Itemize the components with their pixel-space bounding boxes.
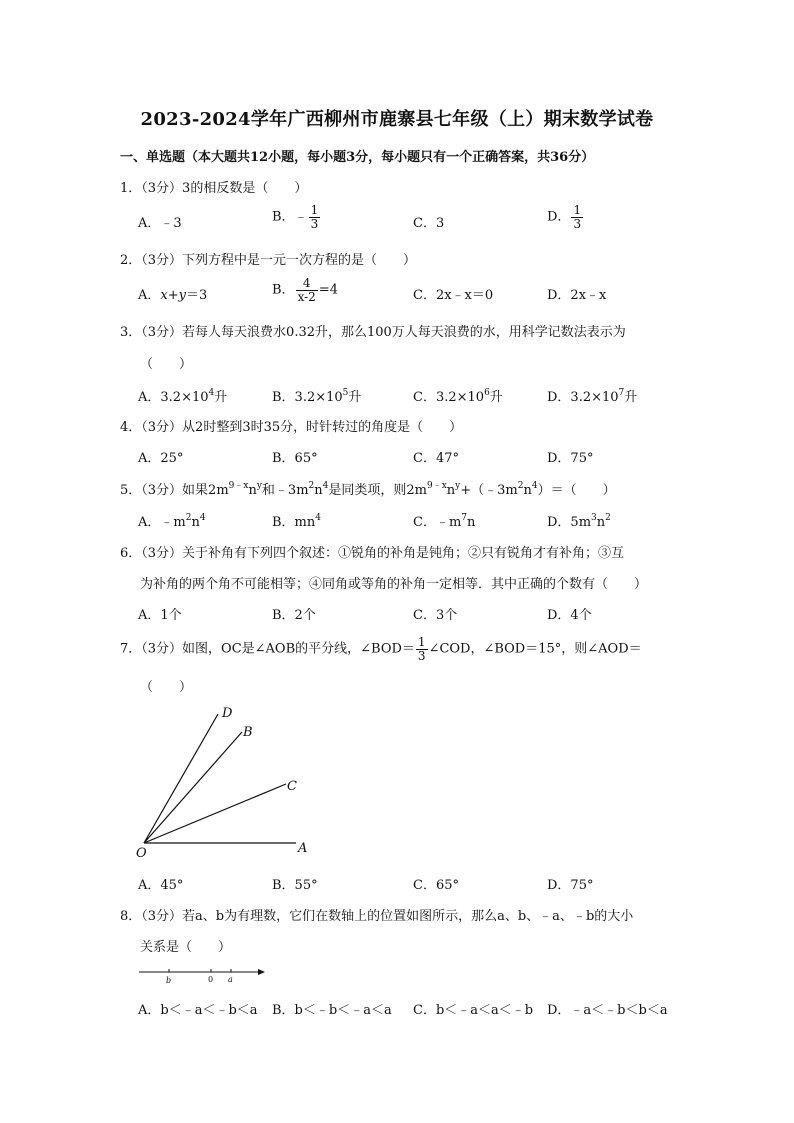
q4-option-b: B．65° (272, 451, 318, 466)
q3-option-b: B．$3.2\times 10^5$升 (272, 388, 362, 405)
question-3-stem-continued: （ ） (140, 357, 193, 372)
q3-option-d: D．$3.2\times 10^7$升 (547, 388, 638, 405)
q2-option-d: D．2x﹣x (547, 288, 607, 303)
q6-option-c: C．3个 (413, 608, 458, 623)
ray-oc (144, 784, 286, 843)
q1-option-a: A．﹣3 (138, 216, 182, 231)
ray-ob (144, 732, 242, 843)
q4-option-a: A．25° (138, 451, 184, 466)
label-o: O (136, 846, 147, 861)
fraction: $\frac{1}{3}$ (417, 635, 426, 663)
q2-option-c: C．2x﹣x＝0 (413, 288, 494, 303)
q4-option-d: D．75° (547, 451, 594, 466)
q1-option-b: B．﹣ $\frac{1}{3}$ (272, 203, 319, 231)
q7-option-c: C．65° (413, 878, 459, 893)
q1-option-c: C．3 (413, 216, 445, 231)
label-zero: 0 (208, 975, 214, 984)
q7-option-d: D．75° (547, 878, 594, 893)
q2-option-b: B． $\frac{4}{x-2}$ =4 (272, 276, 338, 304)
q3-option-a: A．$3.2\times 10^4$升 (138, 388, 228, 405)
question-3-stem: 3．（3分）若每人每天浪费水0.32升，那么100万人每天浪费的水，用科学记数法表示为 (120, 325, 626, 340)
number-line (135, 962, 270, 988)
question-8-stem: 8．（3分）若a、b为有理数，它们在数轴上的位置如图所示，那么a、b、﹣a、﹣b的大小 (120, 909, 634, 924)
question-2-stem: 2．（3分）下列方程中是一元一次方程的是（ ） (120, 253, 417, 268)
label-b: B (243, 725, 253, 740)
q5-option-b: B．$mn^4$ (272, 513, 321, 530)
question-4-stem: 4．（3分）从2时整到3时35分，时针转过的角度是（ ） (120, 420, 463, 435)
q7-option-b: B．55° (272, 878, 318, 893)
q1-option-d: D． $\frac{1}{3}$ (547, 203, 582, 231)
label-a: A (298, 841, 308, 856)
q5-option-c: C．$﹣m^7n$ (413, 513, 476, 530)
label-b: b (166, 976, 172, 985)
question-8-stem-continued: 关系是（ ） (140, 940, 232, 955)
q8-option-d: D．﹣a＜﹣b＜b＜a (547, 1003, 668, 1018)
question-5-stem: 5．（3分）如果$2m^{9﹣x}n^y$和$﹣3m^2n^4$是同类项，则$2m^{9﹣x}n^y+(﹣3m^2n^4)=$（ ） (120, 481, 616, 498)
q6-option-b: B．2个 (272, 608, 316, 623)
question-6-stem-continued: 为补角的两个角不可能相等；④同角或等角的补角一定相等．其中正确的个数有（ ） (140, 577, 648, 592)
q6-option-a: A．1个 (138, 608, 182, 623)
ray-od (144, 714, 218, 843)
question-1-stem: 1．（3分）3的相反数是（ ） (120, 181, 308, 196)
q3-option-c: C．$3.2\times 10^6$升 (413, 388, 503, 405)
fraction: $\frac{1}{3}$ (573, 203, 582, 231)
question-7-stem: 7．（3分）如图，OC是∠AOB的平分线，∠BOD＝ $\frac{1}{3}$ ∠COD，∠BOD＝15°，则∠AOD＝ (120, 635, 642, 663)
q8-option-c: C．b＜﹣a＜a＜﹣b (413, 1003, 534, 1018)
fraction: $\frac{4}{x-2}$ (297, 276, 316, 304)
question-7-stem-continued: （ ） (140, 680, 193, 695)
arrow-right-icon (258, 969, 265, 975)
label-c: C (287, 779, 297, 794)
fraction: $\frac{1}{3}$ (310, 203, 319, 231)
q6-option-d: D．4个 (547, 608, 592, 623)
q8-option-b: B．b＜﹣b＜﹣a＜a (272, 1003, 392, 1018)
q4-option-c: C．47° (413, 451, 459, 466)
q7-option-a: A．45° (138, 878, 184, 893)
q5-option-d: D．$5m^3n^2$ (547, 513, 611, 530)
q5-option-a: A．$﹣m^2n^4$ (138, 513, 206, 530)
q8-option-a: A．b＜﹣a＜﹣b＜a (138, 1003, 258, 1018)
exam-title: 2023-2024学年广西柳州市鹿寨县七年级（上）期末数学试卷 (140, 109, 654, 130)
q2-option-a: A．x+y＝3 (138, 288, 208, 303)
label-a: a (228, 975, 233, 984)
angle-diagram (130, 700, 330, 865)
section-heading: 一、单选题（本大题共12小题，每小题3分，每小题只有一个正确答案，共36分） (120, 150, 595, 165)
question-6-stem: 6．（3分）关于补角有下列四个叙述：①锐角的补角是钝角；②只有锐角才有补角；③互 (120, 546, 625, 561)
label-d: D (222, 706, 233, 721)
